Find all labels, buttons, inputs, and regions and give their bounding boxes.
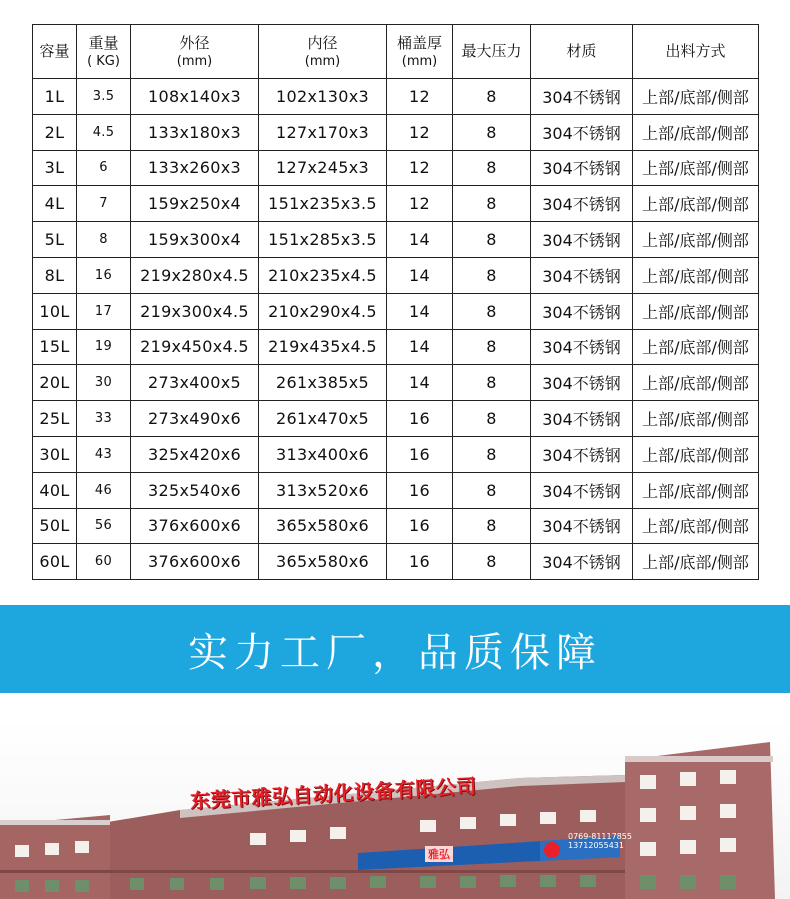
- cell-lid-thickness: 16: [387, 401, 453, 437]
- header-max-pressure: 最大压力: [453, 25, 531, 79]
- board-phone-2: 13712055431: [568, 841, 624, 850]
- cell-max-pressure: 8: [453, 329, 531, 365]
- cell-capacity: 30L: [33, 436, 77, 472]
- cell-lid-thickness: 16: [387, 508, 453, 544]
- cell-lid-thickness: 14: [387, 222, 453, 258]
- cell-outer-diameter: 273x490x6: [131, 401, 259, 437]
- cell-inner-diameter: 151x285x3.5: [259, 222, 387, 258]
- cell-max-pressure: 8: [453, 472, 531, 508]
- cell-material: 304不锈钢: [531, 79, 633, 115]
- cell-outlet: 上部/底部/侧部: [633, 365, 759, 401]
- cell-outlet: 上部/底部/侧部: [633, 257, 759, 293]
- cell-outlet: 上部/底部/侧部: [633, 544, 759, 580]
- cell-capacity: 8L: [33, 257, 77, 293]
- cell-weight: 7: [77, 186, 131, 222]
- cell-outer-diameter: 159x250x4: [131, 186, 259, 222]
- board-phone-1: 0769-81117855: [568, 832, 632, 841]
- cell-inner-diameter: 151x235x3.5: [259, 186, 387, 222]
- cell-lid-thickness: 16: [387, 544, 453, 580]
- header-lid-thickness: 桶盖厚 (mm): [387, 25, 453, 79]
- cell-capacity: 10L: [33, 293, 77, 329]
- header-inner-diameter: 内径 (mm): [259, 25, 387, 79]
- cell-inner-diameter: 365x580x6: [259, 508, 387, 544]
- cell-material: 304不锈钢: [531, 222, 633, 258]
- cell-inner-diameter: 127x245x3: [259, 150, 387, 186]
- cell-weight: 43: [77, 436, 131, 472]
- cell-material: 304不锈钢: [531, 293, 633, 329]
- cell-max-pressure: 8: [453, 365, 531, 401]
- cell-weight: 17: [77, 293, 131, 329]
- cell-lid-thickness: 12: [387, 150, 453, 186]
- cell-outlet: 上部/底部/侧部: [633, 79, 759, 115]
- cell-outlet: 上部/底部/侧部: [633, 329, 759, 365]
- cell-weight: 60: [77, 544, 131, 580]
- cell-max-pressure: 8: [453, 508, 531, 544]
- cell-capacity: 25L: [33, 401, 77, 437]
- cell-lid-thickness: 12: [387, 114, 453, 150]
- cell-outlet: 上部/底部/侧部: [633, 222, 759, 258]
- company-sign: 东莞市雅弘自动化设备有限公司: [189, 773, 478, 813]
- cell-capacity: 15L: [33, 329, 77, 365]
- cell-weight: 16: [77, 257, 131, 293]
- cell-lid-thickness: 14: [387, 329, 453, 365]
- cell-outer-diameter: 159x300x4: [131, 222, 259, 258]
- cell-max-pressure: 8: [453, 436, 531, 472]
- cell-max-pressure: 8: [453, 257, 531, 293]
- cell-outer-diameter: 219x450x4.5: [131, 329, 259, 365]
- cell-material: 304不锈钢: [531, 436, 633, 472]
- table-row: [33, 472, 759, 508]
- table-row: [33, 150, 759, 186]
- cell-capacity: 3L: [33, 150, 77, 186]
- cell-material: 304不锈钢: [531, 401, 633, 437]
- cell-lid-thickness: 14: [387, 293, 453, 329]
- table-row: [33, 436, 759, 472]
- cell-outlet: 上部/底部/侧部: [633, 150, 759, 186]
- table-row: [33, 222, 759, 258]
- cell-material: 304不锈钢: [531, 186, 633, 222]
- cell-material: 304不锈钢: [531, 257, 633, 293]
- cell-lid-thickness: 12: [387, 79, 453, 115]
- cell-inner-diameter: 102x130x3: [259, 79, 387, 115]
- cell-inner-diameter: 210x290x4.5: [259, 293, 387, 329]
- cell-capacity: 2L: [33, 114, 77, 150]
- banner-text: 实力工厂，品质保障: [188, 629, 602, 676]
- cell-lid-thickness: 14: [387, 365, 453, 401]
- cell-outer-diameter: 133x180x3: [131, 114, 259, 150]
- cell-lid-thickness: 16: [387, 472, 453, 508]
- cell-max-pressure: 8: [453, 150, 531, 186]
- cell-weight: 33: [77, 401, 131, 437]
- cell-outer-diameter: 273x400x5: [131, 365, 259, 401]
- header-weight: 重量 ( KG): [77, 25, 131, 79]
- cell-outer-diameter: 325x420x6: [131, 436, 259, 472]
- cell-weight: 30: [77, 365, 131, 401]
- cell-max-pressure: 8: [453, 79, 531, 115]
- cell-material: 304不锈钢: [531, 365, 633, 401]
- header-outer-diameter: 外径 (mm): [131, 25, 259, 79]
- cell-outer-diameter: 325x540x6: [131, 472, 259, 508]
- cell-max-pressure: 8: [453, 222, 531, 258]
- cell-weight: 56: [77, 508, 131, 544]
- cell-weight: 3.5: [77, 79, 131, 115]
- table-row: [33, 293, 759, 329]
- cell-outer-diameter: 219x300x4.5: [131, 293, 259, 329]
- cell-outer-diameter: 376x600x6: [131, 508, 259, 544]
- factory-photo: [0, 720, 790, 899]
- cell-outlet: 上部/底部/侧部: [633, 401, 759, 437]
- cell-weight: 6: [77, 150, 131, 186]
- cell-lid-thickness: 14: [387, 257, 453, 293]
- cell-material: 304不锈钢: [531, 472, 633, 508]
- cell-outer-diameter: 219x280x4.5: [131, 257, 259, 293]
- factory-building-illustration: [0, 720, 790, 899]
- cell-material: 304不锈钢: [531, 508, 633, 544]
- cell-capacity: 40L: [33, 472, 77, 508]
- table-row: [33, 365, 759, 401]
- cell-inner-diameter: 127x170x3: [259, 114, 387, 150]
- cell-material: 304不锈钢: [531, 544, 633, 580]
- cell-max-pressure: 8: [453, 186, 531, 222]
- cell-outlet: 上部/底部/侧部: [633, 114, 759, 150]
- cell-max-pressure: 8: [453, 114, 531, 150]
- cell-weight: 8: [77, 222, 131, 258]
- header-capacity: 容量: [33, 25, 77, 79]
- board-brand: 雅弘: [425, 846, 453, 862]
- table-row: [33, 186, 759, 222]
- table-row: [33, 544, 759, 580]
- cell-material: 304不锈钢: [531, 329, 633, 365]
- cell-outer-diameter: 376x600x6: [131, 544, 259, 580]
- cell-lid-thickness: 12: [387, 186, 453, 222]
- cell-capacity: 5L: [33, 222, 77, 258]
- cell-inner-diameter: 313x400x6: [259, 436, 387, 472]
- table-body: [33, 79, 759, 580]
- cell-max-pressure: 8: [453, 293, 531, 329]
- cell-outer-diameter: 133x260x3: [131, 150, 259, 186]
- cell-material: 304不锈钢: [531, 150, 633, 186]
- cell-inner-diameter: 219x435x4.5: [259, 329, 387, 365]
- cell-inner-diameter: 261x470x5: [259, 401, 387, 437]
- cell-outer-diameter: 108x140x3: [131, 79, 259, 115]
- cell-lid-thickness: 16: [387, 436, 453, 472]
- cell-capacity: 60L: [33, 544, 77, 580]
- cell-weight: 46: [77, 472, 131, 508]
- spec-table: [32, 24, 759, 580]
- table-header-row: [33, 25, 759, 79]
- cell-weight: 4.5: [77, 114, 131, 150]
- cell-outlet: 上部/底部/侧部: [633, 293, 759, 329]
- cell-outlet: 上部/底部/侧部: [633, 508, 759, 544]
- cell-inner-diameter: 210x235x4.5: [259, 257, 387, 293]
- cell-outlet: 上部/底部/侧部: [633, 436, 759, 472]
- slogan-banner: [0, 605, 790, 693]
- cell-capacity: 1L: [33, 79, 77, 115]
- cell-max-pressure: 8: [453, 544, 531, 580]
- table-row: [33, 79, 759, 115]
- header-outlet: 出料方式: [633, 25, 759, 79]
- cell-inner-diameter: 365x580x6: [259, 544, 387, 580]
- header-material: 材质: [531, 25, 633, 79]
- table-row: [33, 508, 759, 544]
- cell-inner-diameter: 313x520x6: [259, 472, 387, 508]
- cell-capacity: 4L: [33, 186, 77, 222]
- table-row: [33, 401, 759, 437]
- cell-capacity: 20L: [33, 365, 77, 401]
- cell-inner-diameter: 261x385x5: [259, 365, 387, 401]
- cell-outlet: 上部/底部/侧部: [633, 472, 759, 508]
- cell-max-pressure: 8: [453, 401, 531, 437]
- cell-capacity: 50L: [33, 508, 77, 544]
- table-row: [33, 329, 759, 365]
- cell-outlet: 上部/底部/侧部: [633, 186, 759, 222]
- table-row: [33, 114, 759, 150]
- cell-weight: 19: [77, 329, 131, 365]
- cell-material: 304不锈钢: [531, 114, 633, 150]
- table-row: [33, 257, 759, 293]
